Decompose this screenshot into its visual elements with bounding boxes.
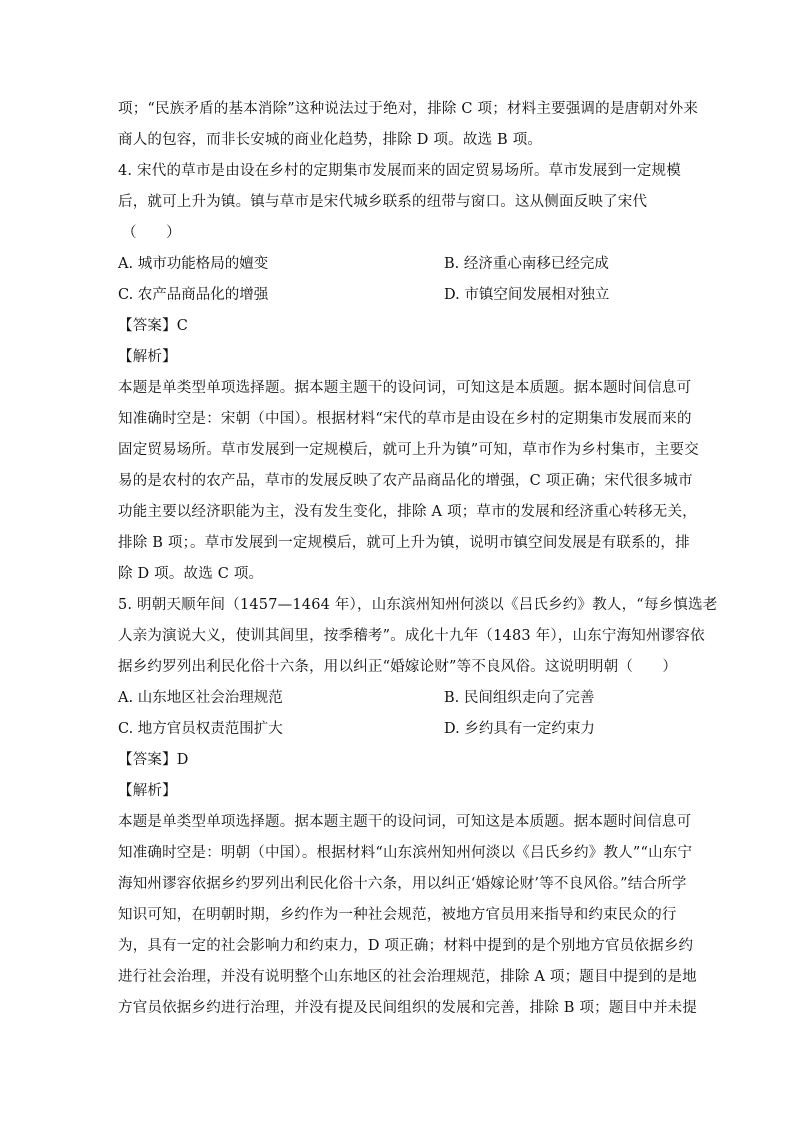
text-line: 商人的包容，而非长安城的商业化趋势，排除 D 项。故选 B 项。 [118,132,543,148]
options-row [118,683,678,714]
option-a: A. 山东地区社会治理规范 [118,690,283,706]
question-stem-line: 据乡约罗列出利民化俗十六条，用以纠正“婚嫁论财”等不良风俗。这说明明朝（ ） [118,659,678,675]
analysis-line: 固定贸易场所。草市发展到一定规模后，就可上升为镇”可知，草市作为乡村集市，主要交 [118,442,699,458]
analysis-line: 除 D 项。故选 C 项。 [118,566,264,582]
analysis-line: 本题是单类型单项选择题。据本题主题干的设问词，可知这是本质题。据本题时间信息可 [118,380,692,396]
options-row [118,280,678,311]
analysis-line: 功能主要以经济职能为主，没有发生变化，排除 A 项；草市的发展和经济重心转移无关， [118,504,697,520]
analysis-heading: 【解析】 [118,349,177,365]
text-line: 项；“民族矛盾的基本消除”这种说法过于绝对，排除 C 项；材料主要强调的是唐朝对外来 [118,101,699,117]
question-stem-line: 5. 明朝天顺年间（1457—1464 年），山东滨州知州何淡以《吕氏乡约》教人，“每乡慎选老 [118,597,718,613]
question-stem-line: 4. 宋代的草市是由设在乡村的定期集市发展而来的固定贸易场所。草市发展到一定规模 [118,163,681,179]
question-stem-line: 人亲为演说大义，使训其闾里，按季稽考”。成化十九年（1483 年），山东宁海知州谬容依 [118,628,705,644]
answer-label: 【答案】D [118,752,189,768]
option-b: B. 经济重心南移已经完成 [444,256,609,272]
analysis-line: 本题是单类型单项选择题。据本题主题干的设问词，可知这是本质题。据本题时间信息可 [118,814,692,830]
answer-blank: （ ） [122,225,181,241]
option-a: A. 城市功能格局的嬗变 [118,256,269,272]
options-row [118,249,678,280]
analysis-line: 排除 B 项；。草市发展到一定规模后，就可上升为镇，说明市镇空间发展是有联系的，排 [118,535,690,551]
analysis-line: 易的是农村的农产品，草市的发展反映了农产品商品化的增强，C 项正确；宋代很多城市 [118,473,693,489]
option-b: B. 民间组织走向了完善 [444,690,595,706]
analysis-text [118,807,698,1024]
answer-label: 【答案】C [118,318,189,334]
analysis-line: 为，具有一定的社会影响力和约束力，D 项正确；材料中提到的是个别地方官员依据乡约 [118,938,694,954]
previous-analysis-continuation [118,94,699,156]
analysis-text [118,373,699,590]
option-c: C. 农产品商品化的增强 [118,287,269,303]
option-d: D. 乡约具有一定约束力 [444,721,595,737]
document-page [118,94,718,1024]
analysis-line: 知准确时空是：明朝（中国）。根据材料“山东滨州知州何淡以《吕氏乡约》教人”“山东宁 [118,845,693,861]
analysis-line: 知识可知，在明朝时期，乡约作为一种社会规范，被地方官员用来指导和约束民众的行 [118,907,677,923]
question-5 [118,590,718,1024]
analysis-line: 进行社会治理，并没有说明整个山东地区的社会治理规范，排除 A 项；题目中提到的是地 [118,969,697,985]
analysis-line: 方官员依据乡约进行治理，并没有提及民间组织的发展和完善，排除 B 项；题目中并未提 [118,1000,698,1016]
analysis-line: 海知州谬容依据乡约罗列出利民化俗十六条，用以纠正‘婚嫁论财’等不良风俗。”结合所学 [118,876,687,892]
analysis-heading: 【解析】 [118,783,177,799]
analysis-line: 知准确时空是：宋朝（中国）。根据材料“宋代的草市是由设在乡村的定期集市发展而来的 [118,411,692,427]
question-stem-line: 后，就可上升为镇。镇与草市是宋代城乡联系的纽带与窗口。这从侧面反映了宋代 [118,194,648,210]
options-row [118,714,678,745]
question-4 [118,156,699,590]
option-d: D. 市镇空间发展相对独立 [444,287,610,303]
option-c: C. 地方官员权责范围扩大 [118,721,283,737]
